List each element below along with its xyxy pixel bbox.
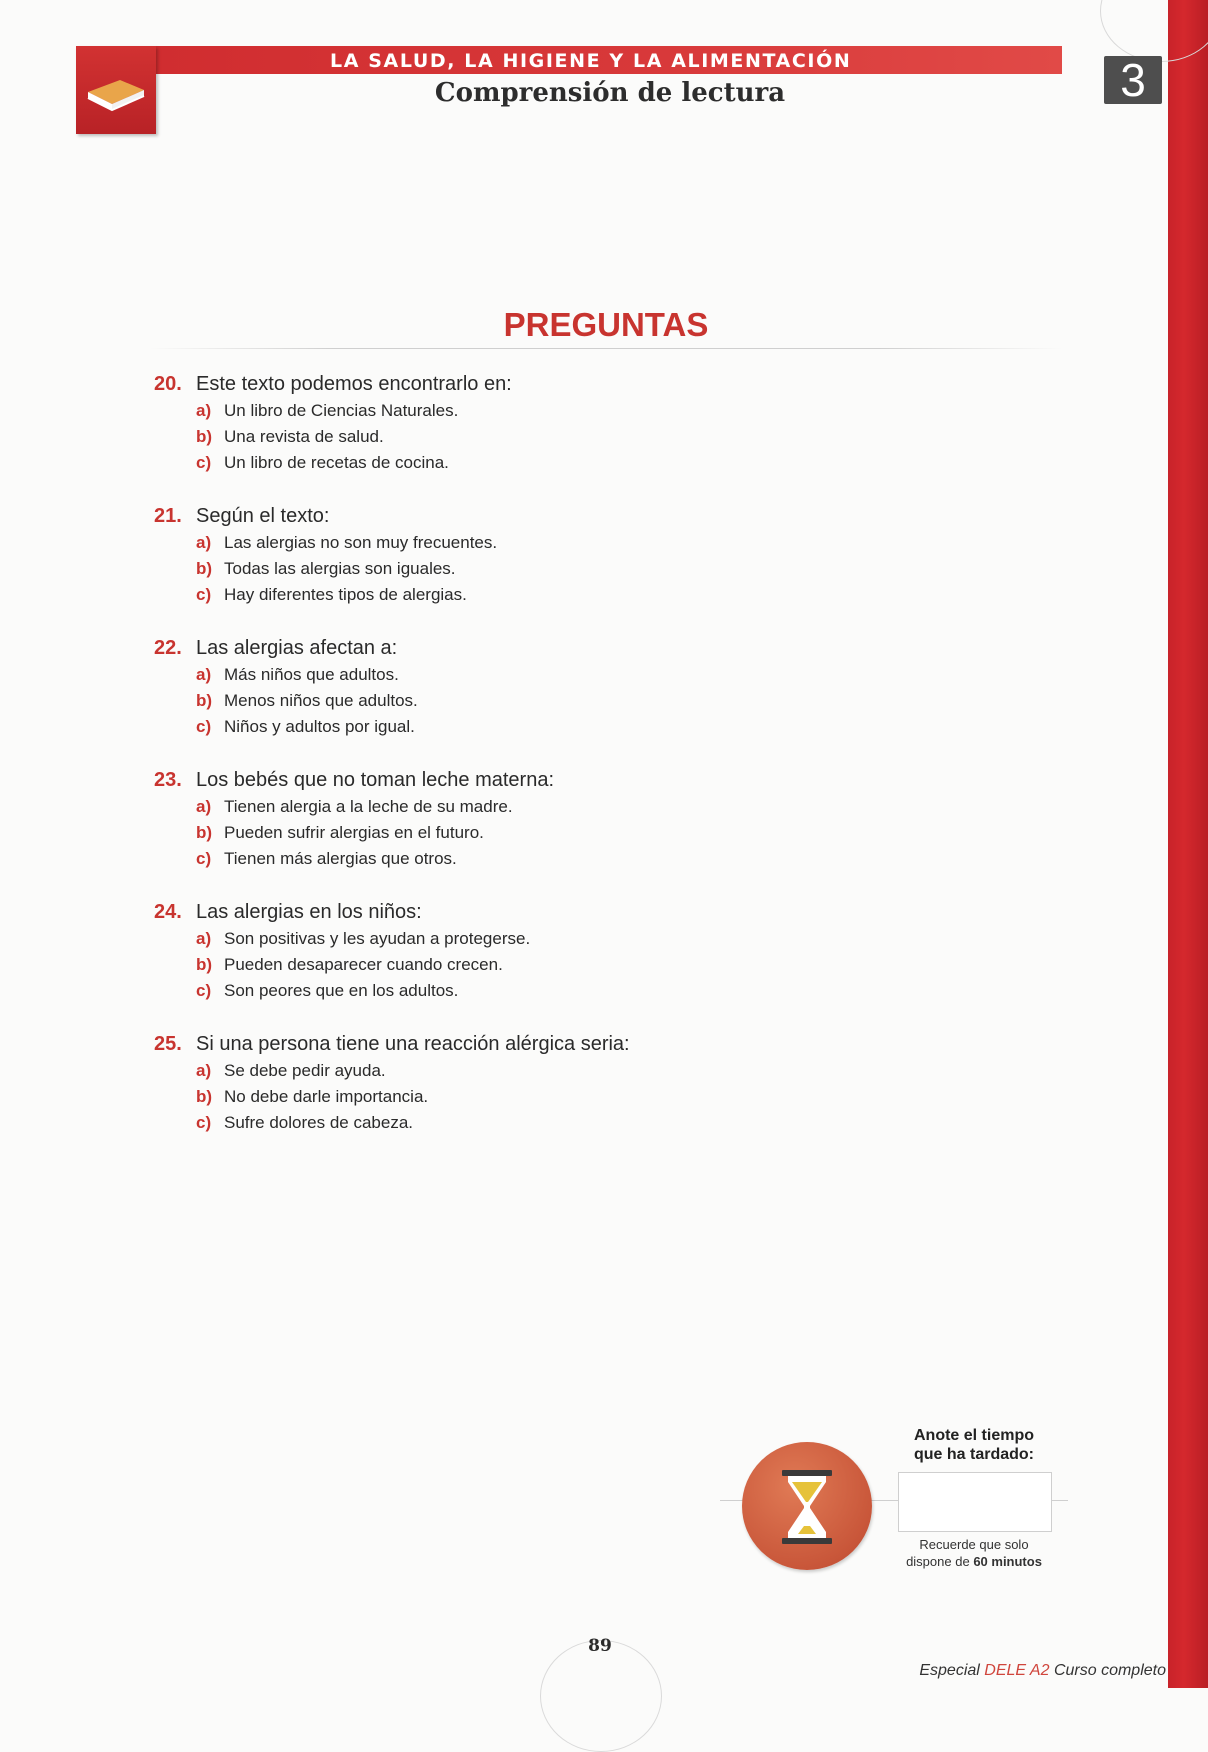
option-letter: b) [196, 427, 213, 446]
option-letter: b) [196, 559, 213, 578]
question-number: 23. [154, 769, 182, 791]
unit-number-badge: 3 [1104, 56, 1162, 104]
option-letter: c) [196, 1113, 212, 1132]
section-subtitle: Comprensión de lectura [434, 78, 786, 108]
option-a[interactable] [196, 398, 954, 424]
option-text: Un libro de Ciencias Naturales. [224, 401, 459, 420]
timer-label-line-2: que ha tardado: [913, 1446, 1034, 1463]
timer-note-line-1: Recuerde que solo [919, 1537, 1029, 1552]
question-number: 20. [154, 373, 182, 395]
book-icon [76, 46, 156, 134]
decorative-corner-curve [1100, 0, 1208, 62]
question-20 [154, 370, 954, 476]
footer-accent: DELE A2 [984, 1662, 1050, 1679]
question-text: Este texto podemos encontrarlo en: [196, 373, 512, 395]
question-number: 21. [154, 505, 182, 527]
option-text: Un libro de recetas de cocina. [224, 453, 449, 472]
option-c[interactable] [196, 1110, 954, 1136]
timer-note [886, 1536, 1062, 1570]
option-text: Sufre dolores de cabeza. [224, 1113, 414, 1132]
option-b[interactable] [196, 820, 954, 846]
footer-book-title [880, 1662, 1166, 1680]
book-tab [76, 46, 156, 134]
option-letter: c) [196, 717, 212, 736]
option-text: Son positivas y les ayudan a protegerse. [224, 929, 531, 948]
option-c[interactable] [196, 714, 954, 740]
option-c[interactable] [196, 450, 954, 476]
option-c[interactable] [196, 846, 954, 872]
decorative-bottom-curve [540, 1640, 662, 1752]
option-letter: c) [196, 585, 212, 604]
option-letter: c) [196, 981, 212, 1000]
question-23 [154, 766, 954, 872]
question-text: Los bebés que no toman leche materna: [196, 769, 555, 791]
question-number: 25. [154, 1033, 182, 1055]
option-c[interactable] [196, 978, 954, 1004]
option-b[interactable] [196, 952, 954, 978]
option-text: Pueden sufrir alergias en el futuro. [224, 823, 484, 842]
option-text: Hay diferentes tipos de alergias. [224, 585, 467, 604]
option-letter: a) [196, 401, 212, 420]
option-letter: b) [196, 955, 213, 974]
option-letter: a) [196, 1061, 212, 1080]
option-letter: c) [196, 453, 212, 472]
page-number: 89 [588, 1636, 612, 1656]
option-text: Todas las alergias son iguales. [224, 559, 456, 578]
option-text: Menos niños que adultos. [224, 691, 418, 710]
timer-label [894, 1426, 1054, 1464]
question-24 [154, 898, 954, 1004]
option-letter: b) [196, 1087, 213, 1106]
option-text: Más niños que adultos. [224, 665, 399, 684]
option-text: Se debe pedir ayuda. [224, 1061, 386, 1080]
chapter-title: LA SALUD, LA HIGIENE Y LA ALIMENTACIÓN [330, 50, 852, 72]
option-text: Tienen alergia a la leche de su madre. [224, 797, 513, 816]
option-a[interactable] [196, 794, 954, 820]
option-letter: b) [196, 691, 213, 710]
option-letter: c) [196, 849, 212, 868]
option-c[interactable] [196, 582, 954, 608]
section-title: PREGUNTAS [503, 306, 709, 343]
option-text: Tienen más alergias que otros. [224, 849, 457, 868]
right-edge-strip [1168, 0, 1208, 1688]
option-a[interactable] [196, 530, 954, 556]
option-b[interactable] [196, 1084, 954, 1110]
option-text: Una revista de salud. [224, 427, 384, 446]
option-text: Son peores que en los adultos. [224, 981, 459, 1000]
option-a[interactable] [196, 1058, 954, 1084]
question-number: 24. [154, 901, 182, 923]
time-entry-box[interactable] [898, 1472, 1052, 1532]
timer-note-limit: 60 minutos [973, 1554, 1042, 1569]
question-text: Si una persona tiene una reacción alérgica seria: [196, 1033, 630, 1055]
option-b[interactable] [196, 688, 954, 714]
option-text: No debe darle importancia. [224, 1087, 429, 1106]
question-number: 22. [154, 637, 182, 659]
option-text: Niños y adultos por igual. [224, 717, 415, 736]
hourglass-icon [778, 1468, 836, 1546]
question-text: Las alergias afectan a: [196, 637, 398, 659]
timer-label-line-1: Anote el tiempo [913, 1427, 1034, 1444]
timer-note-prefix: dispone de [906, 1554, 970, 1569]
option-text: Pueden desaparecer cuando crecen. [224, 955, 503, 974]
question-list [154, 370, 954, 1162]
question-25 [154, 1030, 954, 1136]
option-letter: a) [196, 533, 212, 552]
question-22 [154, 634, 954, 740]
footer-suffix: Curso completo [1053, 1662, 1166, 1679]
option-b[interactable] [196, 424, 954, 450]
option-letter: a) [196, 665, 212, 684]
option-letter: b) [196, 823, 213, 842]
option-a[interactable] [196, 926, 954, 952]
option-text: Las alergias no son muy frecuentes. [224, 533, 498, 552]
question-text: Según el texto: [196, 505, 330, 527]
option-letter: a) [196, 797, 212, 816]
question-21 [154, 502, 954, 608]
footer-prefix: Especial [919, 1662, 980, 1679]
option-letter: a) [196, 929, 212, 948]
option-a[interactable] [196, 662, 954, 688]
section-divider [150, 348, 1062, 349]
question-text: Las alergias en los niños: [196, 901, 422, 923]
option-b[interactable] [196, 556, 954, 582]
